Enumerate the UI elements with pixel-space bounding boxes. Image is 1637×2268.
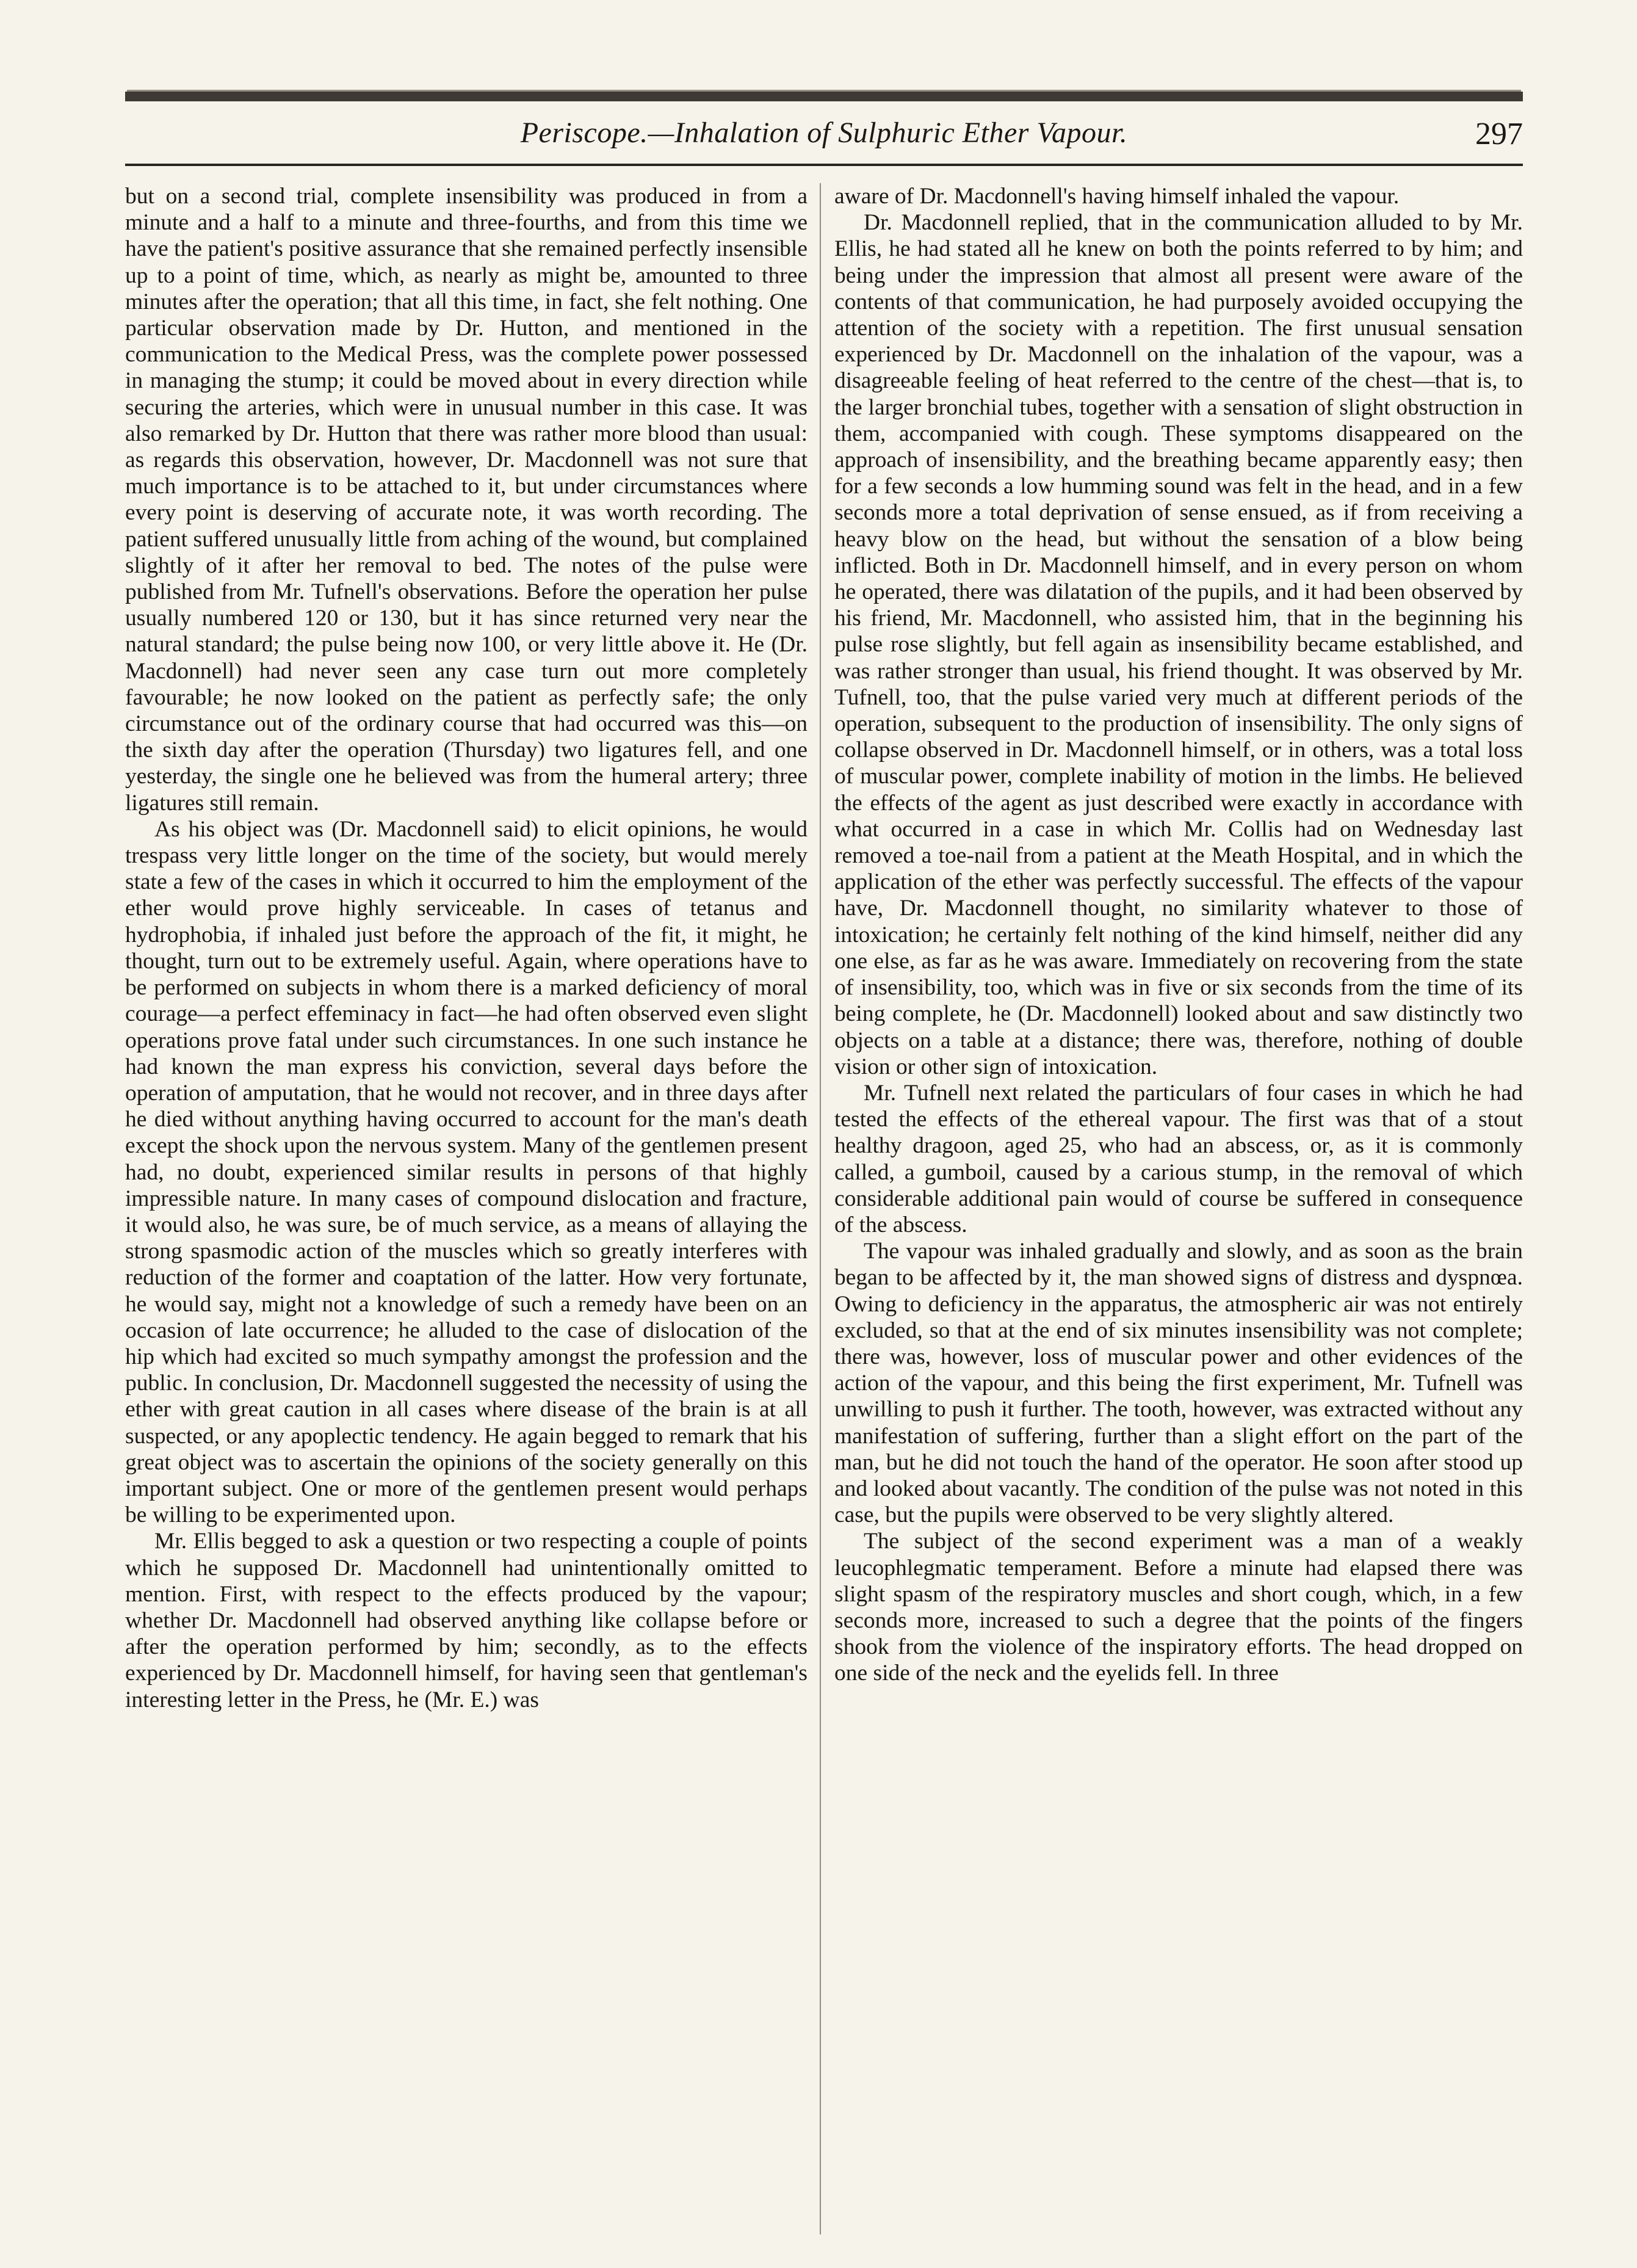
page-header <box>125 116 1523 159</box>
paragraph: Dr. Macdonnell replied, that in the communication alluded to by Mr. Ellis, he had stated all he knew on both the points referred to by him; and being under the impression that almost all present were aware of the contents of that communication, he had purposely avoided occupying the attention of the society with a repetition. The first unusual sensation experienced by Dr. Macdonnell on the inhalation of the vapour, was a disagreeable feeling of heat referred to the centre of the chest—that is, to the larger bronchial tubes, together with a sensation of slight obstruction in them, accompanied with cough. These symptoms disappeared on the approach of insensibility, and the breathing became apparently easy; then for a few seconds a low humming sound was felt in the head, and in a few seconds more a total deprivation of sense ensued, as if from receiving a heavy blow on the head, but without the sensation of a blow being inflicted. Both in Dr. Macdonnell himself, and in every person on whom he operated, there was dilatation of the pupils, and it had been observed by his friend, Mr. Macdonnell, who assisted him, that in the beginning his pulse rose slightly, but fell again as insensibility became established, and was rather stronger than usual, his friend thought. It was observed by Mr. Tufnell, too, that the pulse varied very much at different periods of the operation, subsequent to the production of insensibility. The only signs of collapse observed in Dr. Macdonnell himself, or in others, was a total loss of muscular power, complete inability of motion in the limbs. He believed the effects of the agent as just described were exactly in accordance with what occurred in a case in which Mr. Collis had on Wednesday last removed a toe-nail from a patient at the Meath Hospital, and in which the application of the ether was perfectly successful. The effects of the vapour have, Dr. Macdonnell thought, no similarity whatever to those of intoxication; he certainly felt nothing of the kind himself, neither did any one else, as far as he was aware. Immediately on recovering from the state of insensibility, too, which was in five or six seconds from the time of its being complete, he (Dr. Macdonnell) looked about and saw distinctly two objects on a table at a distance; there was, therefore, nothing of double vision or other sign of intoxication. <box>834 210 1523 1079</box>
running-head: Periscope.—Inhalation of Sulphuric Ether Vapour. <box>520 117 1128 149</box>
header-rule <box>125 164 1523 166</box>
paragraph: but on a second trial, complete insensibility was produced in from a minute and a half to a minute and three-fourths, and from this time we have the patient's positive assurance that she remained perfectly insensible up to a point of time, which, as nearly as might be, amounted to three minutes after the operation; that all this time, in fact, she felt nothing. One particular observation made by Dr. Hutton, and mentioned in the communication to the Medical Press, was the complete power possessed in managing the stump; it could be moved about in every direction while securing the arteries, which were in unusual number in this case. It was also remarked by Dr. Hutton that there was rather more blood than usual: as regards this observation, however, Dr. Macdonnell was not sure that much importance is to be attached to it, but under circumstances where every point is deserving of accurate note, it was worth recording. The patient suffered unusually little from aching of the wound, but complained slightly of it after her removal to bed. The notes of the pulse were published from Mr. Tufnell's observations. Before the operation her pulse usually numbered 120 or 130, but it has since returned very near the natural standard; the pulse being now 100, or very little above it. He (Dr. Macdonnell) had never seen any case turn out more completely favourable; he now looked on the patient as perfectly safe; the only circumstance out of the ordinary course that had occurred was this—on the sixth day after the operation (Thursday) two ligatures fell, and one yesterday, the single one he believed was from the humeral artery; three ligatures still remain. <box>125 184 808 816</box>
top-ornamental-rule <box>125 92 1523 101</box>
paragraph: The subject of the second experiment was a man of a weakly leucophlegmatic temperament. Before a minute had elapsed there was slight spasm of the respiratory muscles and short cough, which, in a few seconds more, increased to such a degree that the points of the fingers shook from the violence of the inspiratory efforts. The head dropped on one side of the neck and the eyelids fell. In three <box>834 1529 1523 1686</box>
right-column <box>834 183 1523 2234</box>
page-number: 297 <box>1475 117 1523 151</box>
left-column <box>125 183 808 2234</box>
paragraph: Mr. Ellis begged to ask a question or two respecting a couple of points which he supposed Dr. Macdonnell had unintentionally omitted to mention. First, with respect to the effects produced by the vapour; whether Dr. Macdonnell had observed anything like collapse before or after the operation performed by him; secondly, as to the effects experienced by Dr. Macdonnell himself, for having seen that gentleman's interesting letter in the Press, he (Mr. E.) was <box>125 1529 808 1712</box>
column-divider <box>820 183 821 2234</box>
paragraph: Mr. Tufnell next related the particulars of four cases in which he had tested the effects of the ethereal vapour. The first was that of a stout healthy dragoon, aged 25, who had an abscess, or, as it is commonly called, a gumboil, caused by a carious stump, in the removal of which considerable additional pain would of course be suffered in consequence of the abscess. <box>834 1080 1523 1237</box>
paragraph: As his object was (Dr. Macdonnell said) to elicit opinions, he would trespass very little longer on the time of the society, but would merely state a few of the cases in which it occurred to him the employment of the ether would prove highly serviceable. In cases of tetanus and hydrophobia, if inhaled just before the approach of the fit, it might, he thought, turn out to be extremely useful. Again, where operations have to be performed on subjects in whom there is a marked deficiency of moral courage—a perfect effeminacy in fact—he had often observed even slight operations prove fatal under such circumstances. In one such instance he had known the man express his conviction, several days before the operation of amputation, that he would not recover, and in three days after he died without anything having occurred to account for the man's death except the shock upon the nervous system. Many of the gentlemen present had, no doubt, experienced similar results in persons of that highly impressible nature. In many cases of compound dislocation and fracture, it would also, he was sure, be of much service, as a means of allaying the strong spasmodic action of the muscles which so greatly interferes with reduction of the former and coaptation of the latter. How very fortunate, he would say, might not a knowledge of such a remedy have been on an occasion of late occurrence; he alluded to the case of dislocation of the hip which had excited so much sympathy amongst the profession and the public. In conclusion, Dr. Macdonnell suggested the necessity of using the ether with great caution in all cases where disease of the brain is at all suspected, or any apoplectic tendency. He again begged to remark that his great object was to ascertain the opinions of the society generally on this important subject. One or more of the gentlemen present would perhaps be willing to be experimented upon. <box>125 816 808 1528</box>
paragraph: The vapour was inhaled gradually and slowly, and as soon as the brain began to be affected by it, the man showed signs of distress and dyspnœa. Owing to deficiency in the apparatus, the atmospheric air was not entirely excluded, so that at the end of six minutes insensibility was not complete; there was, however, loss of muscular power and other evidences of the action of the vapour, and this being the first experiment, Mr. Tufnell was unwilling to push it further. The tooth, however, was extracted without any manifestation of suffering, further than a slight effort on the part of the man, but he did not touch the hand of the operator. He soon after stood up and looked about vacantly. The condition of the pulse was not noted in this case, but the pupils were observed to be very slightly altered. <box>834 1239 1523 1528</box>
paragraph: aware of Dr. Macdonnell's having himself inhaled the vapour. <box>834 184 1400 209</box>
